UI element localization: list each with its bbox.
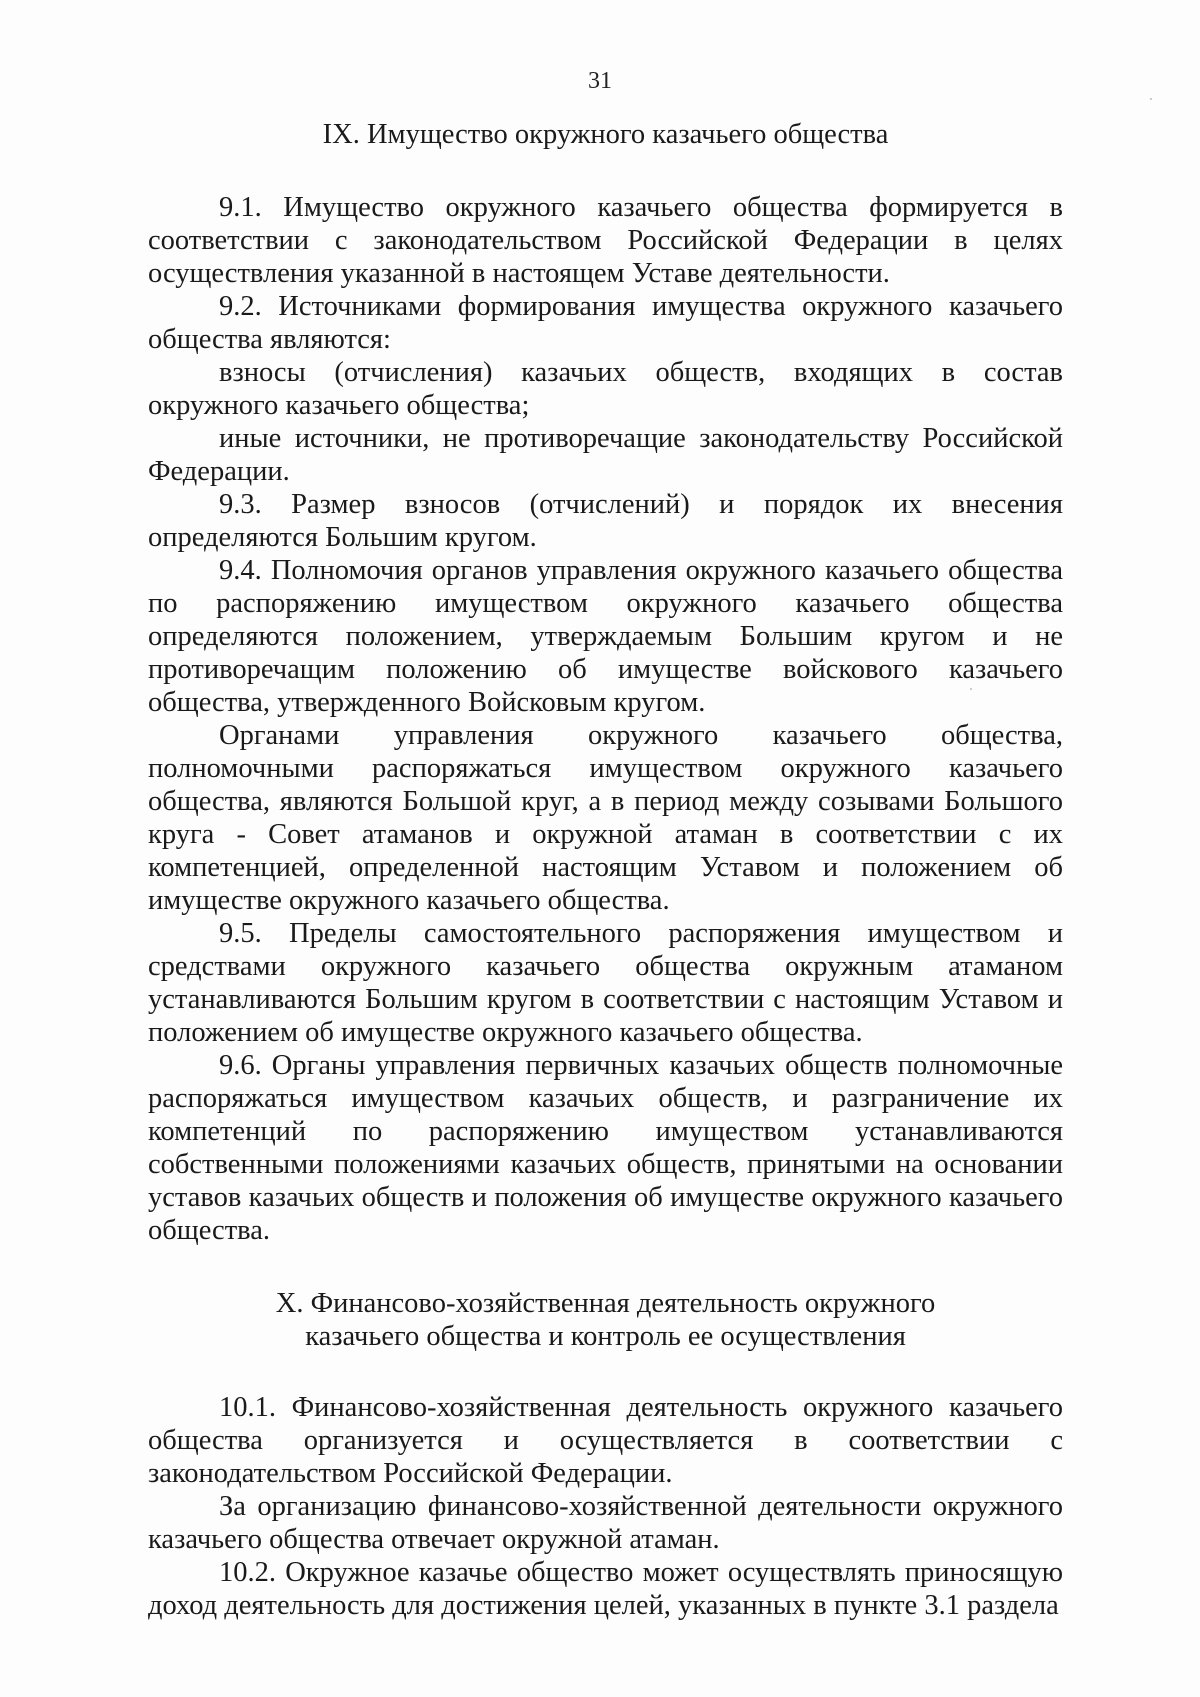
paragraph-9-3: 9.3. Размер взносов (отчислений) и порядок их внесения определяются Большим кругом. [148, 489, 1063, 553]
scan-speck [970, 688, 972, 690]
paragraph-10-2: 10.2. Окружное казачье общество может осуществлять приносящую доход деятельность для достижения целей, указанных в пункте 3.1 раздела [148, 1557, 1063, 1621]
document-body [148, 118, 1063, 1622]
paragraph-9-4-continued: Органами управления окружного казачьего общества, полномочными распоряжаться имуществом окружного казачьего общества, являются Большой круг, а в период между созывами Большого круга - Совет атаманов и окружной атаман в соответствии с их компетенцией, определенной настоящим Уставом и положением об имуществе окружного казачьего общества. [148, 720, 1063, 916]
paragraph-10-1-continued: За организацию финансово-хозяйственной деятельности окружного казачьего общества отвечает окружной атаман. [148, 1491, 1063, 1555]
paragraph-9-2-item-1: взносы (отчисления) казачьих обществ, входящих в состав окружного казачьего общества; [148, 357, 1063, 421]
paragraph-9-2-item-2: иные источники, не противоречащие законодательству Российской Федерации. [148, 423, 1063, 487]
paragraph-9-5: 9.5. Пределы самостоятельного распоряжения имуществом и средствами окружного казачьего общества окружным атаманом устанавливаются Большим кругом в соответствии с настоящим Уставом и положением об имуществе окружного казачьего общества. [148, 918, 1063, 1048]
section-9-title: IX. Имущество окружного казачьего общества [322, 119, 889, 150]
paragraph-9-4: 9.4. Полномочия органов управления окружного казачьего общества по распоряжению имуществом окружного казачьего общества определяются положением, утверждаемым Большим кругом и не противоречащим положению об имуществе войскового казачьего общества, утвержденного Войсковым кругом. [148, 555, 1063, 718]
paragraph-9-2: 9.2. Источниками формирования имущества окружного казачьего общества являются: [148, 291, 1063, 355]
section-10-title: X. Финансово-хозяйственная деятельность окружного казачьего общества и контроль ее осуществления [275, 1288, 936, 1352]
paragraph-9-6: 9.6. Органы управления первичных казачьих обществ полномочные распоряжаться имуществом казачьих обществ, и разграничение их компетенций по распоряжению имуществом устанавливаются собственными положениями казачьих обществ, принятыми на основании уставов казачьих обществ и положения об имуществе окружного казачьего общества. [148, 1050, 1063, 1246]
paragraph-10-1: 10.1. Финансово-хозяйственная деятельность окружного казачьего общества организуется и осуществляется в соответствии с законодательством Российской Федерации. [148, 1392, 1063, 1489]
paragraph-9-1: 9.1. Имущество окружного казачьего общества формируется в соответствии с законодательством Российской Федерации в целях осуществления указанной в настоящем Уставе деятельности. [148, 192, 1063, 289]
scan-speck [1150, 98, 1152, 100]
page-number: 31 [588, 68, 612, 94]
